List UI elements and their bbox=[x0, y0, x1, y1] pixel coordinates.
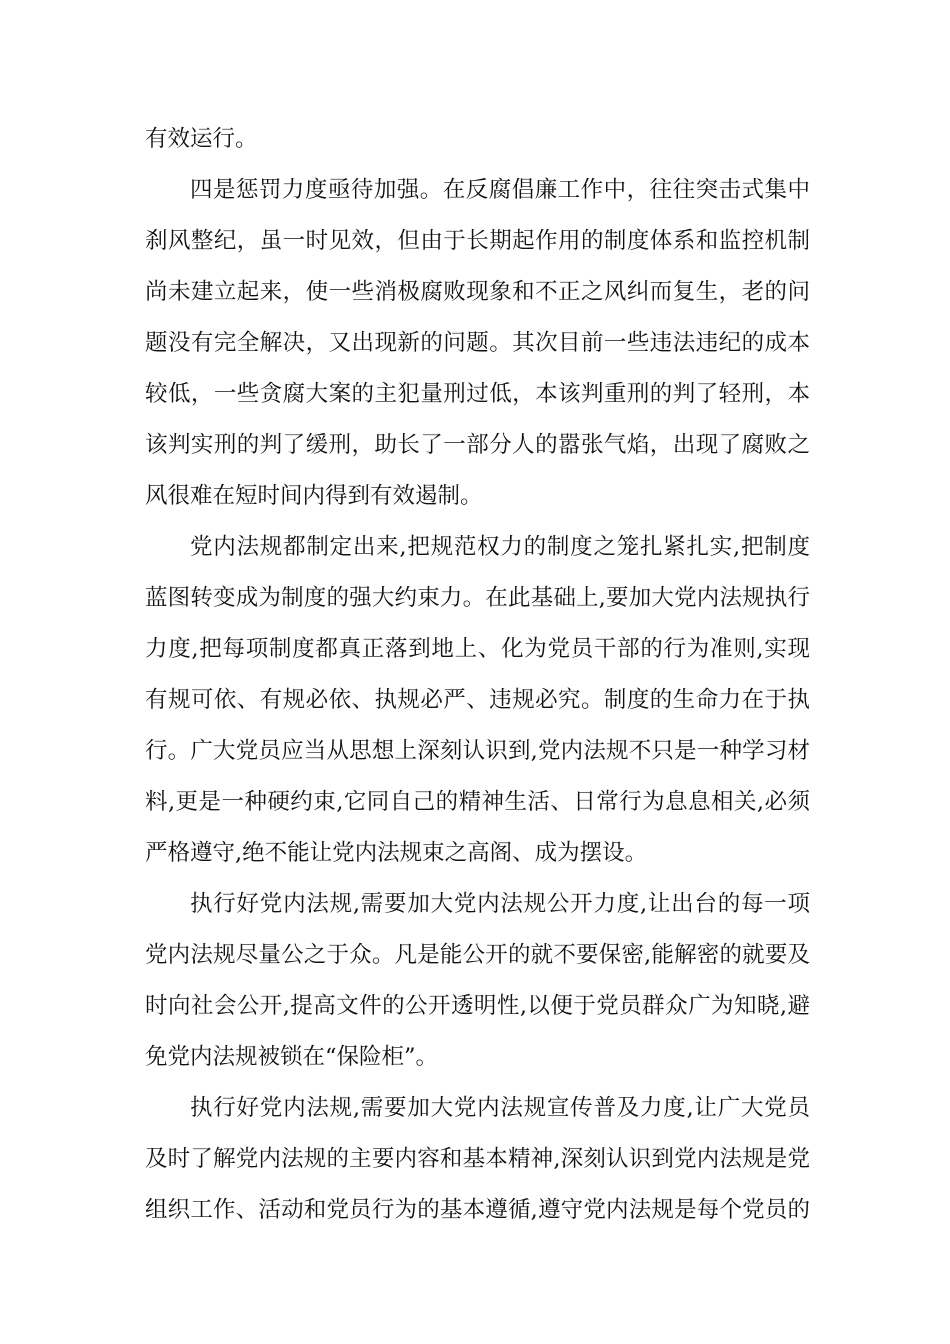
paragraph-first-line: 执行好党内法规,需要加大党内法规宣传普及力度,让广大党员 bbox=[190, 1095, 810, 1121]
text-line: 党内法规尽量公之于众。凡是能公开的就不要保密,能解密的就要及 bbox=[145, 942, 810, 968]
text-line: 料,更是一种硬约束,它同自己的精神生活、日常行为息息相关,必须 bbox=[145, 789, 810, 815]
text-line: 蓝图转变成为制度的强大约束力。在此基础上,要加大党内法规执行 bbox=[145, 585, 810, 611]
text-line: 有效运行。 bbox=[145, 126, 258, 152]
paragraph-first-line: 党内法规都制定出来,把规范权力的制度之笼扎紧扎实,把制度 bbox=[190, 534, 810, 560]
text-line: 刹风整纪，虽一时见效，但由于长期起作用的制度体系和监控机制 bbox=[145, 228, 810, 254]
text-line: 尚未建立起来，使一些消极腐败现象和不正之风纠而复生，老的问 bbox=[145, 279, 810, 305]
paragraph-first-line: 四是惩罚力度亟待加强。在反腐倡廉工作中，往往突击式集中 bbox=[190, 177, 810, 203]
text-line: 风很难在短时间内得到有效遏制。 bbox=[145, 483, 483, 509]
text-line: 时向社会公开,提高文件的公开透明性,以便于党员群众广为知晓,避 bbox=[145, 993, 810, 1019]
text-line: 组织工作、活动和党员行为的基本遵循,遵守党内法规是每个党员的 bbox=[145, 1197, 810, 1223]
text-line: 题没有完全解决，又出现新的问题。其次目前一些违法违纪的成本 bbox=[145, 330, 810, 356]
text-line: 有规可依、有规必依、执规必严、违规必究。制度的生命力在于执 bbox=[145, 687, 810, 713]
text-line: 及时了解党内法规的主要内容和基本精神,深刻认识到党内法规是党 bbox=[145, 1146, 810, 1172]
text-line: 较低，一些贪腐大案的主犯量刑过低，本该判重刑的判了轻刑，本 bbox=[145, 381, 810, 407]
text-line: 免党内法规被锁在“保险柜”。 bbox=[145, 1044, 439, 1070]
text-line: 该判实刑的判了缓刑，助长了一部分人的嚣张气焰，出现了腐败之 bbox=[145, 432, 810, 458]
text-line: 行。广大党员应当从思想上深刻认识到,党内法规不只是一种学习材 bbox=[145, 738, 810, 764]
text-line: 严格遵守,绝不能让党内法规束之高阁、成为摆设。 bbox=[145, 840, 648, 866]
text-line: 力度,把每项制度都真正落到地上、化为党员干部的行为准则,实现 bbox=[145, 636, 810, 662]
paragraph-first-line: 执行好党内法规,需要加大党内法规公开力度,让出台的每一项 bbox=[190, 891, 810, 917]
